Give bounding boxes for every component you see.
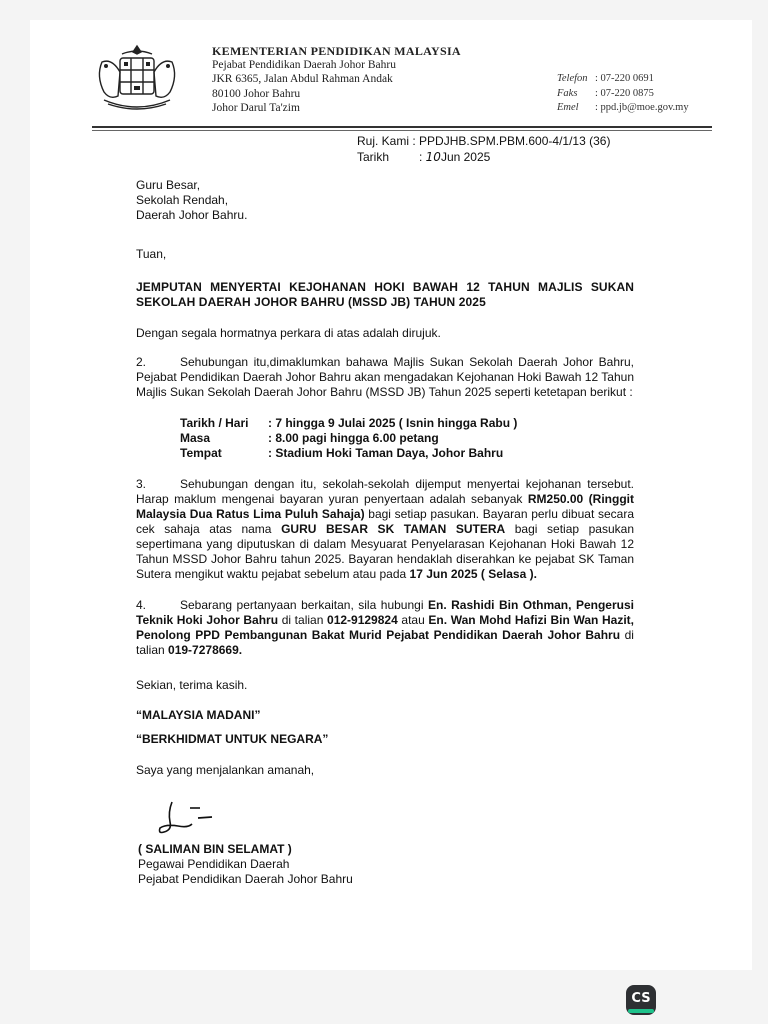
ministry-name: KEMENTERIAN PENDIDIKAN MALAYSIA (212, 44, 461, 58)
payment-deadline: 17 Jun 2025 ( Selasa ). (409, 567, 537, 581)
address-line: Johor Darul Ta'zim (212, 101, 300, 114)
ruj-value: : PPDJHB.SPM.PBM.600-4/1/13 (36) (412, 134, 611, 148)
schedule-row (180, 446, 517, 461)
intro-paragraph: Dengan segala hormatnya perkara di atas adalah dirujuk. (136, 326, 441, 340)
paragraph-text: Sehubungan itu,dimaklumkan bahawa Majlis Sukan Sekolah Daerah Johor Bahru, Pejabat Pendidikan Daerah Johor Bahru akan mengadakan Kejohanan Hoki Bawah 12 Tahun Majlis Sukan Sekolah Daerah Johor Bahru (MSSD JB) Tahun 2025 seperti ketetapan berikut : (136, 355, 634, 399)
schedule-row (180, 431, 517, 446)
payee-name: GURU BESAR SK TAMAN SUTERA (281, 522, 506, 536)
closing-line: Sekian, terima kasih. (136, 678, 248, 692)
email-label: Emel (557, 102, 579, 113)
address-line: JKR 6365, Jalan Abdul Rahman Andak (212, 73, 393, 86)
address-line: 80100 Johor Bahru (212, 87, 301, 100)
paragraph-3 (136, 477, 634, 582)
ruj-label: Ruj. Kami (357, 134, 410, 148)
recipient-line: Guru Besar, (136, 178, 201, 192)
camscanner-badge-icon (626, 985, 656, 1015)
contact-phone: 019-7278669. (168, 643, 243, 657)
date-handwritten: 10 (425, 150, 441, 164)
reference-block (357, 133, 610, 165)
office-name: Pejabat Pendidikan Daerah Johor Bahru (212, 59, 396, 72)
paragraph-4 (136, 598, 634, 658)
paragraph-2 (136, 355, 634, 400)
signatory-office: Pejabat Pendidikan Daerah Johor Bahru (138, 872, 353, 886)
paragraph-text: atau (397, 613, 429, 627)
event-schedule (180, 416, 517, 461)
email-value: : ppd.jb@moe.gov.my (595, 102, 689, 113)
letter-body (136, 178, 634, 778)
paragraph-text: bagi setiap pasukan. Bayaran perlu dibuat secara cek sahaja atas nama (136, 507, 634, 536)
malaysia-coat-of-arms-icon (92, 42, 182, 118)
recipient-line: Daerah Johor Bahru. (136, 208, 248, 222)
schedule-label: Tempat (180, 446, 222, 460)
signatory-name: ( SALIMAN BIN SELAMAT ) (138, 842, 292, 856)
schedule-row (180, 416, 517, 431)
date-label: Tarikh (357, 150, 390, 164)
badge-text: CS (631, 991, 651, 1006)
paragraph-text: Sebarang pertanyaan berkaitan, sila hubungi (180, 598, 428, 612)
schedule-value: : 7 hingga 9 Julai 2025 ( Isnin hingga Rabu ) (268, 416, 518, 430)
signatory-block (138, 842, 353, 887)
fee-amount: RM250.00 (Ringgit Malaysia Dua Ratus Lima Puluh Sahaja) (136, 492, 634, 521)
contact-phone: 012-9129824 (327, 613, 398, 627)
letterhead-address (212, 44, 461, 115)
recipient-block (136, 178, 634, 223)
date-value: Jun 2025 (440, 150, 491, 164)
paragraph-number: 3. (136, 477, 147, 491)
fax-value: : 07-220 0875 (595, 87, 654, 99)
schedule-label: Masa (180, 431, 211, 445)
paragraph-text: bagi setiap pasukan sepertimana yang diputuskan di dalam Mesyuarat Penyelarasan Kejohanan Hoki Bawah 12 Tahun MSSD Johor Bahru tahun 2025. Bayaran hendaklah diserahkan ke pejabat SK Taman Sutera mengikut waktu pejabat sebelum atau pada (136, 522, 634, 581)
salutation: Tuan, (136, 247, 167, 261)
contact-person: En. Wan Mohd Hafizi Bin Wan Hazit, Penolong PPD Pembangunan Bakat Murid Pejabat Pendidikan Daerah Johor Bahru (136, 613, 634, 642)
date-sep: : (419, 150, 426, 164)
slogan: “BERKHIDMAT UNTUK NEGARA” (136, 732, 329, 746)
contact-person: En. Rashidi Bin Othman, Pengerusi Teknik Hoki Johor Bahru (136, 598, 634, 627)
letterhead-contact (557, 72, 689, 116)
schedule-value: : Stadium Hoki Taman Daya, Johor Bahru (268, 446, 504, 460)
paragraph-text: Sehubungan dengan itu, sekolah-sekolah dijemput menyertai kejohanan tersebut. Harap maklum mengenai bayaran yuran penyertaan adalah sebanyak (136, 477, 634, 506)
phone-value: : 07-220 0691 (595, 73, 654, 84)
paragraph-number: 4. (136, 598, 147, 612)
paragraph-number: 2. (136, 355, 147, 369)
phone-label: Telefon (557, 73, 588, 84)
fax-label: Faks (557, 87, 578, 99)
recipient-line: Sekolah Rendah, (136, 193, 229, 207)
badge-accent-bar (628, 1009, 654, 1013)
letterhead-divider (92, 126, 712, 128)
paragraph-text: di talian (136, 628, 634, 657)
signature-mark (158, 800, 238, 842)
signatory-title: Pegawai Pendidikan Daerah (138, 857, 290, 871)
paragraph-text: di talian (278, 613, 328, 627)
slogan: “MALAYSIA MADANI” (136, 708, 261, 722)
schedule-value: : 8.00 pagi hingga 6.00 petang (268, 431, 439, 445)
letter-subject: JEMPUTAN MENYERTAI KEJOHANAN HOKI BAWAH 12 TAHUN MAJLIS SUKAN SEKOLAH DAERAH JOHOR BAHRU (MSSD JB) TAHUN 2025 (136, 280, 634, 309)
schedule-label: Tarikh / Hari (180, 416, 249, 430)
letterhead-divider (92, 130, 712, 131)
amanah-line: Saya yang menjalankan amanah, (136, 763, 315, 777)
